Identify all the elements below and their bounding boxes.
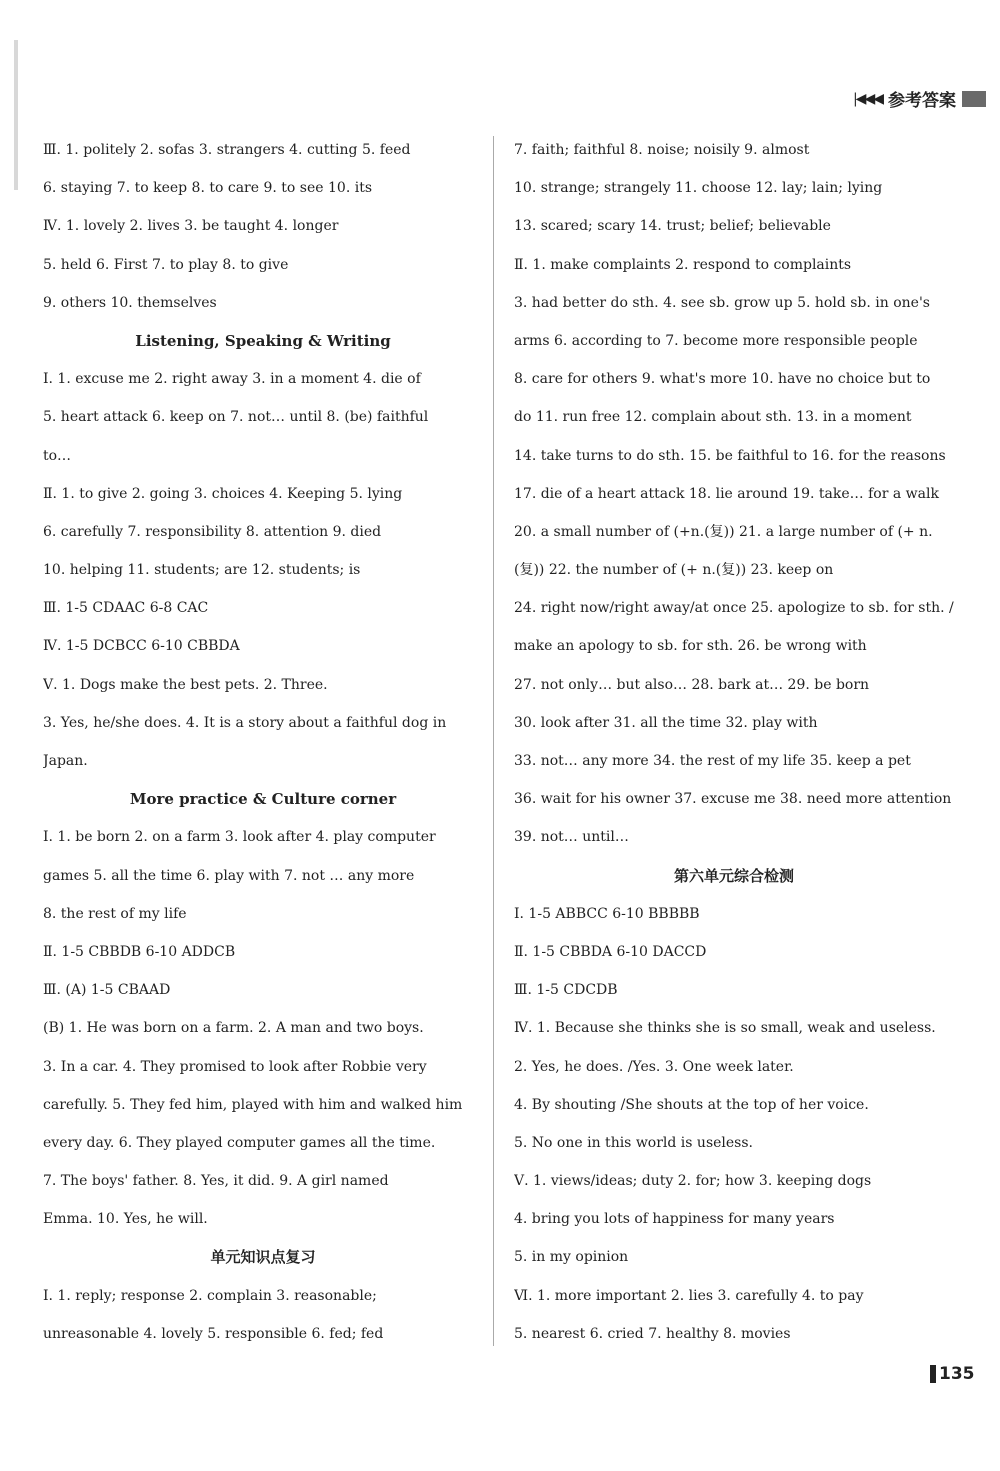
answer-line: 4. By shouting /She shouts at the top of her voice. bbox=[514, 1096, 869, 1113]
answer-line: 3. In a car. 4. They promised to look after Robbie very bbox=[43, 1058, 427, 1075]
page-number-bar-icon bbox=[930, 1365, 936, 1383]
section-heading: More practice & Culture corner bbox=[129, 790, 397, 809]
answer-line: unreasonable 4. lovely 5. responsible 6. fed; fed bbox=[43, 1325, 384, 1342]
answer-line: Ⅱ. 1. to give 2. going 3. choices 4. Keeping 5. lying bbox=[43, 485, 403, 502]
answer-line: 30. look after 31. all the time 32. play with bbox=[514, 714, 818, 731]
answer-line: 14. take turns to do sth. 15. be faithful to 16. for the reasons bbox=[514, 447, 946, 464]
section-heading: 第六单元综合检测 bbox=[673, 866, 794, 885]
answer-line: 4. bring you lots of happiness for many years bbox=[514, 1211, 835, 1228]
answer-line: Ⅱ. 1-5 CBBDA 6-10 DACCD bbox=[514, 943, 707, 960]
answer-line: Ⅱ. 1. make complaints 2. respond to complaints bbox=[514, 256, 852, 273]
left-column bbox=[43, 131, 483, 1353]
answer-line: Japan. bbox=[43, 753, 88, 769]
answer-line: Ⅰ. 1. be born 2. on a farm 3. look after 4. play computer bbox=[43, 829, 436, 846]
page-number-area bbox=[930, 1364, 975, 1384]
column-divider bbox=[493, 136, 494, 1346]
section-heading: Listening, Speaking & Writing bbox=[135, 331, 391, 350]
answer-line: Ⅱ. 1-5 CBBDB 6-10 ADDCB bbox=[43, 943, 236, 960]
answer-line: 27. not only… but also… 28. bark at… 29. be born bbox=[514, 676, 870, 693]
answer-line: Emma. 10. Yes, he will. bbox=[43, 1211, 208, 1228]
answer-line: arms 6. according to 7. become more responsible people bbox=[514, 332, 918, 349]
answer-line: (复)) 22. the number of (+ n.(复)) 23. keep on bbox=[514, 562, 834, 579]
answer-line: 10. helping 11. students; are 12. students; is bbox=[43, 562, 361, 579]
answer-line: 8. the rest of my life bbox=[43, 905, 187, 922]
answer-line: Ⅲ. (A) 1-5 CBAAD bbox=[43, 982, 171, 999]
answer-line: 36. wait for his owner 37. excuse me 38. need more attention bbox=[514, 791, 952, 808]
answer-line: Ⅳ. 1. Because she thinks she is so small, weak and useless. bbox=[514, 1020, 936, 1037]
answer-line: make an apology to sb. for sth. 26. be wrong with bbox=[514, 638, 867, 655]
answer-line: 7. The boys' father. 8. Yes, it did. 9. A girl named bbox=[43, 1173, 389, 1190]
answer-line: 7. faith; faithful 8. noise; noisily 9. almost bbox=[514, 142, 810, 158]
answer-line: Ⅳ. 1-5 DCBCC 6-10 CBBDA bbox=[43, 638, 240, 655]
answer-line: carefully. 5. They fed him, played with him and walked him bbox=[43, 1096, 463, 1113]
answer-line: Ⅲ. 1-5 CDCDB bbox=[514, 982, 618, 999]
answer-line: 3. had better do sth. 4. see sb. grow up 5. hold sb. in one's bbox=[514, 294, 930, 311]
answer-line: Ⅳ. 1. lovely 2. lives 3. be taught 4. longer bbox=[43, 218, 339, 235]
header-block-icon bbox=[962, 91, 986, 107]
answer-line: do 11. run free 12. complain about sth. 13. in a moment bbox=[514, 409, 912, 426]
section-heading: 单元知识点复习 bbox=[210, 1248, 316, 1267]
answer-line: 39. not… until… bbox=[514, 829, 629, 846]
answer-line: 5. nearest 6. cried 7. healthy 8. movies bbox=[514, 1325, 791, 1342]
answer-line: 13. scared; scary 14. trust; belief; believable bbox=[514, 218, 831, 235]
answer-line: 3. Yes, he/she does. 4. It is a story about a faithful dog in bbox=[43, 714, 447, 731]
answer-line: Ⅰ. 1-5 ABBCC 6-10 BBBBB bbox=[514, 905, 700, 922]
answer-line: (B) 1. He was born on a farm. 2. A man and two boys. bbox=[43, 1020, 424, 1037]
header-title: 参考答案 bbox=[888, 91, 956, 111]
answer-line: 2. Yes, he does. /Yes. 3. One week later. bbox=[514, 1058, 794, 1075]
answer-line: 17. die of a heart attack 18. lie around 19. take… for a walk bbox=[514, 485, 939, 502]
answer-line: 5. No one in this world is useless. bbox=[514, 1134, 753, 1151]
answer-line: Ⅵ. 1. more important 2. lies 3. carefully 4. to pay bbox=[514, 1287, 864, 1304]
page-number: 135 bbox=[939, 1364, 975, 1384]
answer-line: 6. staying 7. to keep 8. to care 9. to see 10. its bbox=[43, 180, 373, 197]
answer-line: 5. heart attack 6. keep on 7. not… until 8. (be) faithful bbox=[43, 409, 429, 426]
answer-line: games 5. all the time 6. play with 7. not … any more bbox=[43, 867, 415, 884]
answer-line: 10. strange; strangely 11. choose 12. lay; lain; lying bbox=[514, 180, 883, 197]
answer-line: Ⅴ. 1. Dogs make the best pets. 2. Three. bbox=[43, 676, 328, 693]
page-header bbox=[853, 86, 986, 111]
rewind-arrows-icon: |◀◀◀ bbox=[852, 90, 882, 107]
right-column bbox=[514, 131, 954, 1353]
answer-line: 5. held 6. First 7. to play 8. to give bbox=[43, 256, 289, 273]
answer-line: Ⅰ. 1. excuse me 2. right away 3. in a moment 4. die of bbox=[43, 371, 421, 388]
answer-line: every day. 6. They played computer games all the time. bbox=[43, 1134, 436, 1151]
answer-line: 20. a small number of (+n.(复)) 21. a large number of (+ n. bbox=[514, 523, 933, 540]
answer-line: to… bbox=[43, 447, 72, 464]
answer-line: 9. others 10. themselves bbox=[43, 294, 217, 311]
answer-line: 5. in my opinion bbox=[514, 1249, 629, 1266]
answer-line: 33. not… any more 34. the rest of my life 35. keep a pet bbox=[514, 753, 911, 769]
answer-line: Ⅴ. 1. views/ideas; duty 2. for; how 3. keeping dogs bbox=[514, 1173, 872, 1190]
answer-line: 8. care for others 9. what's more 10. have no choice but to bbox=[514, 371, 931, 388]
answer-line: 24. right now/right away/at once 25. apologize to sb. for sth. / bbox=[514, 600, 954, 617]
answer-line: Ⅲ. 1. politely 2. sofas 3. strangers 4. cutting 5. feed bbox=[43, 142, 411, 158]
answer-line: Ⅲ. 1-5 CDAAC 6-8 CAC bbox=[43, 600, 209, 617]
answer-line: 6. carefully 7. responsibility 8. attention 9. died bbox=[43, 523, 382, 540]
page-edge-bar bbox=[14, 40, 18, 190]
answer-line: Ⅰ. 1. reply; response 2. complain 3. reasonable; bbox=[43, 1287, 377, 1304]
